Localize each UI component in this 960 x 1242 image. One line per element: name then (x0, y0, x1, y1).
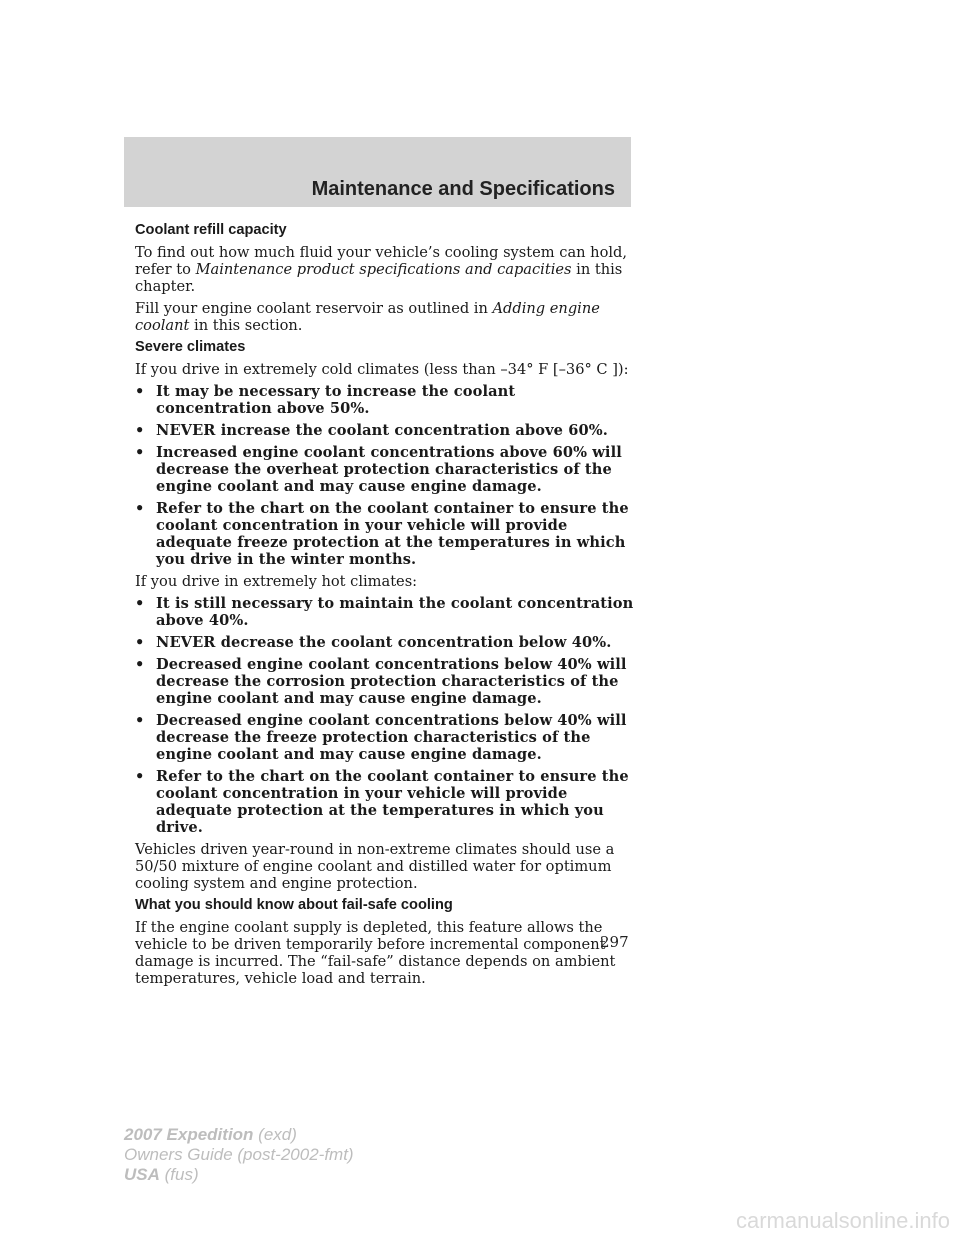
list-item: • NEVER increase the coolant concentration above 60%. (135, 422, 608, 439)
paragraph-non-extreme: Vehicles driven year-round in non-extreme climates should use a 50/50 mixture of engine coolant and distilled water for optimum cooling system and engine protection. (135, 841, 615, 892)
paragraph-fail-safe: If the engine coolant supply is depleted, this feature allows the vehicle to be driven temporarily before incremental component damage is incurred. The “fail-safe” distance depends on ambient temperatures, vehicle load and terrain. (135, 919, 616, 987)
page-content (135, 222, 635, 992)
paragraph-fill-reservoir: Fill your engine coolant reservoir as outlined in Adding engine coolant in this section. (135, 300, 600, 334)
paragraph-hot-climates: If you drive in extremely hot climates: (135, 573, 418, 590)
list-item: • Refer to the chart on the coolant container to ensure the coolant concentration in your vehicle will provide adequate protection at the temperatures in which you drive. (135, 768, 629, 836)
list-item: • Refer to the chart on the coolant container to ensure the coolant concentration in your vehicle will provide adequate freeze protection at the temperatures in which you drive in the winter months. (135, 500, 629, 568)
list-item: • It is still necessary to maintain the coolant concentration above 40%. (135, 595, 634, 629)
paragraph-refill-capacity: To find out how much fluid your vehicle’s cooling system can hold, refer to Maintenance product specifications and capacities in this chapter. (135, 244, 628, 295)
list-item: • Decreased engine coolant concentrations below 40% will decrease the corrosion protection characteristics of the engine coolant and may cause engine damage. (135, 656, 627, 707)
list-item: • It may be necessary to increase the coolant concentration above 50%. (135, 383, 516, 417)
heading-severe-climates: Severe climates (135, 339, 246, 355)
section-header-band (124, 137, 631, 207)
reference-adding-coolant: Adding engine coolant (135, 300, 600, 334)
hot-climate-list (135, 595, 635, 836)
page-number: 297 (600, 933, 629, 951)
list-item: • Increased engine coolant concentrations above 60% will decrease the overheat protection characteristics of the engine coolant and may cause engine damage. (135, 444, 622, 495)
footer-line-1: 2007 Expedition (exd) (124, 1125, 297, 1144)
reference-capacities: Maintenance product specifications and capacities (195, 261, 572, 278)
section-title: Maintenance and Specifications (311, 178, 615, 200)
footer-line-3: USA (fus) (124, 1165, 199, 1184)
heading-coolant-refill-capacity: Coolant refill capacity (135, 222, 287, 238)
heading-fail-safe-cooling: What you should know about fail-safe cooling (135, 897, 453, 913)
document-footer (124, 1125, 354, 1185)
cold-climate-list (135, 383, 635, 568)
footer-line-2: Owners Guide (post-2002-fmt) (124, 1145, 354, 1164)
list-item: • Decreased engine coolant concentrations below 40% will decrease the freeze protection characteristics of the engine coolant and may cause engine damage. (135, 712, 627, 763)
watermark: carmanualsonline.info (735, 1208, 950, 1233)
list-item: • NEVER decrease the coolant concentration below 40%. (135, 634, 612, 651)
paragraph-cold-climates: If you drive in extremely cold climates (less than –34° F [–36° C ]): (135, 361, 629, 378)
